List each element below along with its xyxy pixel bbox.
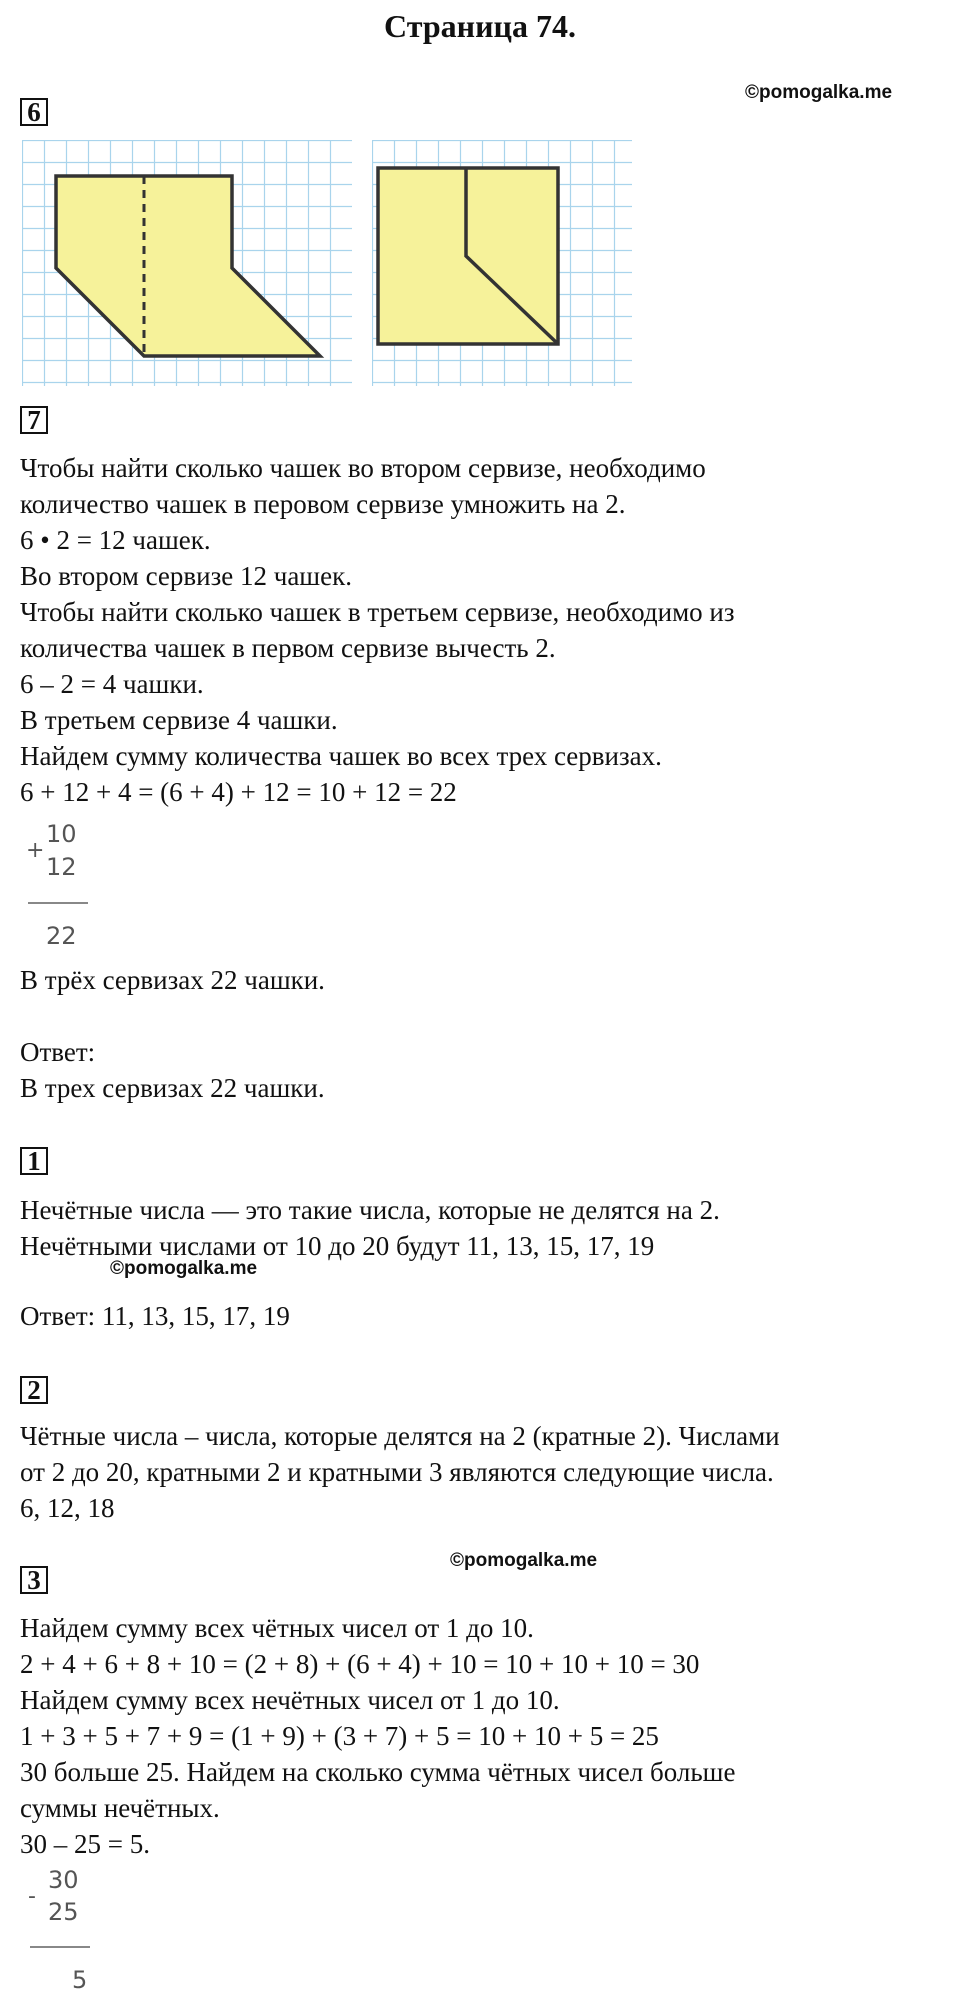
task-number-3: 3 <box>20 1566 48 1594</box>
task1-text <box>20 1192 940 1264</box>
task7-line: 6 • 2 = 12 чашек. <box>20 525 211 555</box>
page-title: Страница 74. <box>384 8 576 44</box>
column-operator: + <box>26 838 45 863</box>
task3-line: суммы нечётных. <box>20 1793 220 1823</box>
column-operand: 12 <box>46 853 77 881</box>
task1-line: Нечётные числа — это такие числа, которые не делятся на 2. <box>20 1195 720 1225</box>
task-number-1: 1 <box>20 1147 48 1175</box>
watermark: ©pomogalka.me <box>450 1550 598 1571</box>
task2-text <box>20 1418 940 1526</box>
task-number-6: 6 <box>20 98 48 126</box>
task3-line: 30 больше 25. Найдем на сколько сумма чётных чисел больше <box>20 1757 736 1787</box>
task7-line: Чтобы найти сколько чашек в третьем сервизе, необходимо из <box>20 597 735 627</box>
figure-left-shape <box>56 176 320 356</box>
task2-line: Чётные числа – числа, которые делятся на 2 (кратные 2). Числами <box>20 1421 780 1451</box>
spacer <box>20 998 940 1034</box>
task7-after: В трёх сервизах 22 чашки. <box>20 965 325 995</box>
task3-line: 2 + 4 + 6 + 8 + 10 = (2 + 8) + (6 + 4) + 10 = 10 + 10 + 10 = 30 <box>20 1649 700 1679</box>
task7-text <box>20 450 940 810</box>
watermark: ©pomogalka.me <box>110 1258 258 1279</box>
column-result: 22 <box>46 922 77 950</box>
column-divider <box>30 1946 90 1948</box>
task2-line: 6, 12, 18 <box>20 1493 115 1523</box>
task7-line: Во втором сервизе 12 чашек. <box>20 561 352 591</box>
task7-answer-label: Ответ: <box>20 1037 96 1067</box>
task1-answer: Ответ: 11, 13, 15, 17, 19 <box>20 1301 290 1331</box>
watermark: ©pomogalka.me <box>745 82 893 103</box>
task7-line: количества чашек в первом сервизе вычесть 2. <box>20 633 556 663</box>
task3-line: 1 + 3 + 5 + 7 + 9 = (1 + 9) + (3 + 7) + 5 = 10 + 10 + 5 = 25 <box>20 1721 659 1751</box>
figure-left-grid <box>22 140 352 386</box>
task7-line: 6 – 2 = 4 чашки. <box>20 669 204 699</box>
task3-column-subtraction <box>24 1866 114 2000</box>
task7-line: Чтобы найти сколько чашек во втором сервизе, необходимо <box>20 453 706 483</box>
figure-right-grid <box>372 140 632 386</box>
task3-line: Найдем сумму всех нечётных чисел от 1 до 10. <box>20 1685 560 1715</box>
task7-line: Найдем сумму количества чашек во всех трех сервизах. <box>20 741 662 771</box>
task7-line: 6 + 12 + 4 = (6 + 4) + 12 = 10 + 12 = 22 <box>20 777 457 807</box>
task7-conclusion <box>20 962 940 1106</box>
task3-line: 30 – 25 = 5. <box>20 1829 150 1859</box>
task-number-7: 7 <box>20 406 48 434</box>
task1-answer-block <box>20 1298 940 1334</box>
task1-line: Нечётными числами от 10 до 20 будут 11, 13, 15, 17, 19 <box>20 1231 655 1261</box>
column-operand: 10 <box>46 820 77 848</box>
task7-column-addition <box>22 820 112 960</box>
task3-line: Найдем сумму всех чётных чисел от 1 до 10. <box>20 1613 534 1643</box>
column-operator: - <box>28 1884 36 1909</box>
task7-line: количество чашек в перовом сервизе умножить на 2. <box>20 489 626 519</box>
task2-line: от 2 до 20, кратными 2 и кратными 3 являются следующие числа. <box>20 1457 774 1487</box>
column-operand: 30 <box>48 1866 79 1894</box>
column-result: 5 <box>72 1966 88 1994</box>
column-operand: 25 <box>48 1898 79 1926</box>
task7-answer: В трех сервизах 22 чашки. <box>20 1073 325 1103</box>
column-divider <box>28 902 88 904</box>
task7-line: В третьем сервизе 4 чашки. <box>20 705 338 735</box>
task-number-2: 2 <box>20 1376 48 1404</box>
task3-text <box>20 1610 940 1862</box>
